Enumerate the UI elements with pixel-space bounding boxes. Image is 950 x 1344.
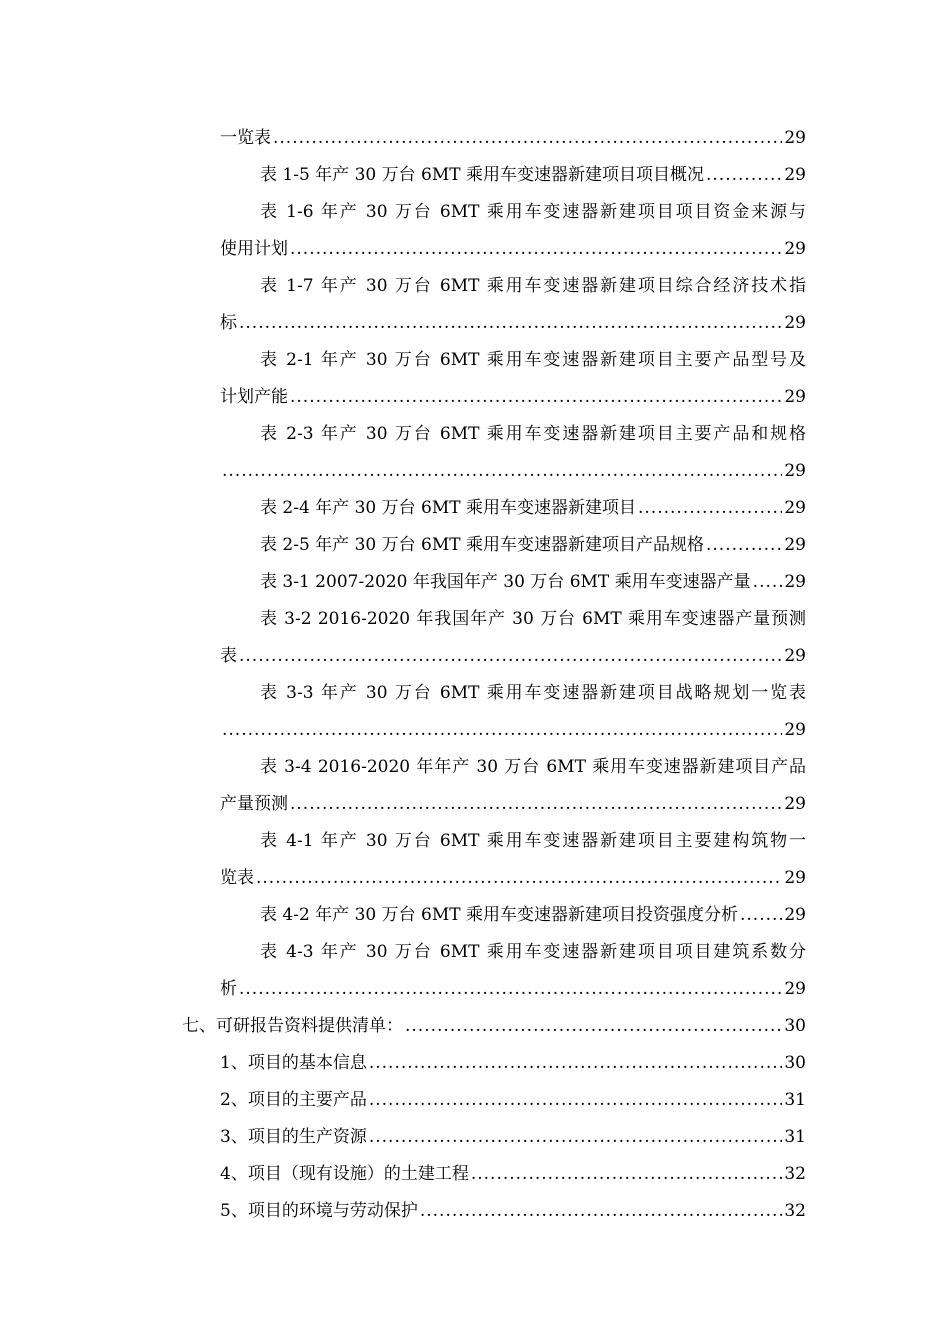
- toc-entry-link[interactable]: [260, 897, 806, 934]
- toc-line: [0, 194, 950, 231]
- toc-line: [0, 1045, 950, 1082]
- toc-line: [0, 823, 950, 860]
- table-of-contents: [0, 120, 950, 1230]
- toc-line: [0, 231, 950, 268]
- toc-dot-leader: [239, 638, 782, 675]
- toc-entry-link[interactable]: [220, 231, 806, 268]
- toc-line: [0, 1156, 950, 1193]
- toc-entry-title[interactable]: 表 4-3 年产 30 万台 6MT 乘用车变速器新建项目项目建筑系数分: [260, 942, 806, 962]
- toc-dot-leader: [638, 490, 782, 527]
- toc-page-number: 30: [784, 1053, 806, 1073]
- toc-page-number: 31: [784, 1127, 806, 1147]
- toc-entry-title: 表 1-5 年产 30 万台 6MT 乘用车变速器新建项目项目概况: [260, 157, 706, 194]
- toc-dot-leader: [706, 157, 782, 194]
- toc-dot-leader: [369, 1119, 783, 1156]
- toc-line: [0, 416, 950, 453]
- toc-entry-link[interactable]: [220, 1082, 806, 1119]
- toc-dot-leader: [369, 1045, 783, 1082]
- toc-line: [0, 268, 950, 305]
- toc-entry-title[interactable]: 表 3-3 年产 30 万台 6MT 乘用车变速器新建项目战略规划一览表: [260, 683, 806, 703]
- toc-entry-link[interactable]: [220, 1193, 806, 1230]
- toc-line: [0, 601, 950, 638]
- toc-entry-link[interactable]: [220, 379, 806, 416]
- toc-line: [0, 934, 950, 971]
- toc-page-number: 29: [784, 905, 806, 925]
- toc-dot-leader: [290, 231, 782, 268]
- toc-entry-link[interactable]: [260, 490, 806, 527]
- toc-line: [0, 379, 950, 416]
- toc-entry-link[interactable]: [220, 1119, 806, 1156]
- toc-entry-title[interactable]: 表 4-1 年产 30 万台 6MT 乘用车变速器新建项目主要建构筑物一: [260, 831, 806, 851]
- toc-line: [0, 1008, 950, 1045]
- toc-line: [0, 527, 950, 564]
- toc-entry-title: 1、项目的基本信息: [220, 1045, 369, 1082]
- toc-entry-link[interactable]: [220, 712, 806, 749]
- toc-line: [0, 157, 950, 194]
- toc-entry-link[interactable]: [220, 860, 806, 897]
- toc-dot-leader: [405, 1008, 782, 1045]
- toc-page-number: 29: [784, 646, 806, 666]
- toc-page-number: 29: [784, 572, 806, 592]
- toc-entry-title: 5、项目的环境与劳动保护: [220, 1193, 420, 1230]
- toc-line: [0, 897, 950, 934]
- toc-entry-title[interactable]: 表 3-4 2016-2020 年年产 30 万台 6MT 乘用车变速器新建项目产品: [260, 757, 806, 777]
- toc-entry-link[interactable]: [220, 305, 806, 342]
- toc-line: [0, 564, 950, 601]
- toc-page-number: 29: [784, 535, 806, 555]
- toc-line: [0, 453, 950, 490]
- toc-dot-leader: [471, 1156, 783, 1193]
- toc-line: [0, 342, 950, 379]
- toc-dot-leader: [290, 786, 782, 823]
- toc-dot-leader: [740, 897, 782, 934]
- toc-entry-title: 产量预测: [220, 786, 290, 823]
- toc-entry-title: 表 2-5 年产 30 万台 6MT 乘用车变速器新建项目产品规格: [260, 527, 706, 564]
- toc-entry-title: 表 3-1 2007-2020 年我国年产 30 万台 6MT 乘用车变速器产量: [260, 564, 753, 601]
- toc-page-number: 29: [784, 461, 806, 481]
- toc-entry-title: 览表: [220, 860, 256, 897]
- toc-dot-leader: [239, 971, 782, 1008]
- toc-entry-title: 2、项目的主要产品: [220, 1082, 369, 1119]
- toc-entry-link[interactable]: [260, 527, 806, 564]
- toc-entry-title: 使用计划: [220, 231, 290, 268]
- toc-dot-leader: [290, 379, 782, 416]
- toc-entry-title[interactable]: 表 2-1 年产 30 万台 6MT 乘用车变速器新建项目主要产品型号及: [260, 350, 806, 370]
- toc-dot-leader: [369, 1082, 783, 1119]
- toc-dot-leader: [753, 564, 783, 601]
- toc-line: [0, 1119, 950, 1156]
- toc-page-number: 30: [784, 1016, 806, 1036]
- toc-entry-title[interactable]: 表 2-3 年产 30 万台 6MT 乘用车变速器新建项目主要产品和规格: [260, 424, 806, 444]
- toc-dot-leader: [256, 860, 782, 897]
- toc-entry-title: 七、可研报告资料提供清单：: [182, 1008, 405, 1045]
- toc-entry-link[interactable]: [220, 786, 806, 823]
- toc-line: [0, 638, 950, 675]
- toc-line: [0, 971, 950, 1008]
- toc-entry-title[interactable]: 表 3-2 2016-2020 年我国年产 30 万台 6MT 乘用车变速器产量预测: [260, 609, 806, 629]
- toc-page-number: 29: [784, 794, 806, 814]
- toc-dot-leader: [420, 1193, 783, 1230]
- toc-entry-link[interactable]: [220, 1156, 806, 1193]
- toc-line: [0, 749, 950, 786]
- toc-entry-link[interactable]: [220, 1045, 806, 1082]
- toc-entry-title: 析: [220, 971, 239, 1008]
- toc-dot-leader: [239, 305, 782, 342]
- toc-entry-title: 计划产能: [220, 379, 290, 416]
- toc-entry-link[interactable]: [220, 120, 806, 157]
- toc-entry-title: 3、项目的生产资源: [220, 1119, 369, 1156]
- toc-entry-link[interactable]: [260, 564, 806, 601]
- toc-page-number: 31: [784, 1090, 806, 1110]
- toc-entry-title: 表: [220, 638, 239, 675]
- toc-page-number: 29: [784, 313, 806, 333]
- toc-page-number: 29: [784, 720, 806, 740]
- toc-dot-leader: [222, 453, 782, 490]
- toc-line: [0, 120, 950, 157]
- toc-entry-title[interactable]: 表 1-6 年产 30 万台 6MT 乘用车变速器新建项目项目资金来源与: [260, 202, 806, 222]
- toc-line: [0, 712, 950, 749]
- toc-entry-link[interactable]: [182, 1008, 806, 1045]
- toc-entry-link[interactable]: [220, 638, 806, 675]
- toc-page-number: 29: [784, 979, 806, 999]
- toc-page-number: 29: [784, 868, 806, 888]
- toc-entry-title: 标: [220, 305, 239, 342]
- toc-line: [0, 1193, 950, 1230]
- toc-entry-title: 一览表: [220, 120, 273, 157]
- toc-page-number: 29: [784, 128, 806, 148]
- toc-page-number: 29: [784, 165, 806, 185]
- toc-line: [0, 675, 950, 712]
- toc-line: [0, 305, 950, 342]
- toc-page-number: 29: [784, 387, 806, 407]
- toc-dot-leader: [706, 527, 782, 564]
- toc-entry-link[interactable]: [220, 453, 806, 490]
- toc-dot-leader: [273, 120, 782, 157]
- toc-entry-link[interactable]: [260, 157, 806, 194]
- toc-line: [0, 490, 950, 527]
- toc-page-number: 29: [784, 498, 806, 518]
- toc-line: [0, 786, 950, 823]
- toc-page-number: 32: [784, 1164, 806, 1184]
- toc-line: [0, 860, 950, 897]
- toc-entry-title: 4、项目（现有设施）的土建工程: [220, 1156, 471, 1193]
- toc-page-number: 29: [784, 239, 806, 259]
- toc-entry-title: 表 2-4 年产 30 万台 6MT 乘用车变速器新建项目: [260, 490, 638, 527]
- toc-line: [0, 1082, 950, 1119]
- toc-dot-leader: [222, 712, 782, 749]
- toc-entry-link[interactable]: [220, 971, 806, 1008]
- toc-entry-title[interactable]: 表 1-7 年产 30 万台 6MT 乘用车变速器新建项目综合经济技术指: [260, 276, 806, 296]
- toc-page-number: 32: [784, 1201, 806, 1221]
- toc-entry-title: 表 4-2 年产 30 万台 6MT 乘用车变速器新建项目投资强度分析: [260, 897, 740, 934]
